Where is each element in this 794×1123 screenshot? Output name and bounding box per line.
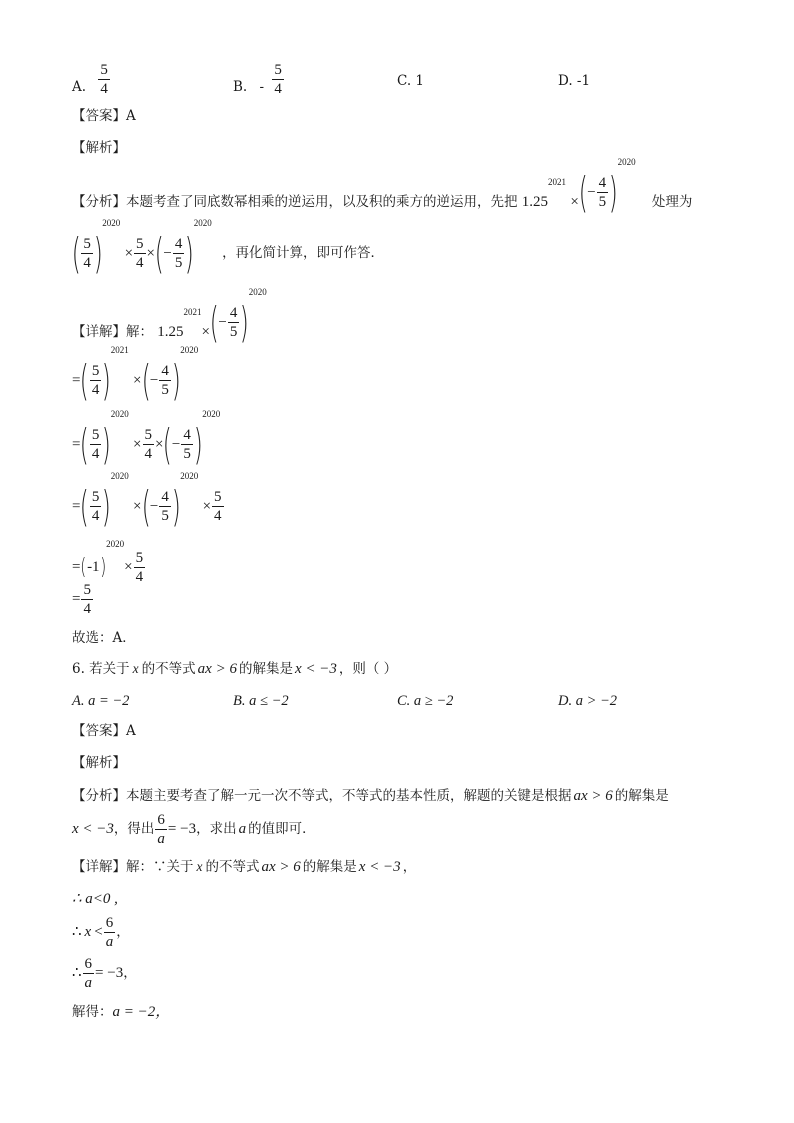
- paren-right: ): [102, 420, 112, 469]
- q5-step3: [72, 471, 225, 531]
- q6-fenxi-text: 本题主要考查了解一元一次不等式，不等式的基本性质，解题的关键是根据: [126, 788, 572, 804]
- paren-left: (: [141, 482, 151, 531]
- q6-comma: ，: [402, 859, 417, 875]
- q5-option-b-num: 5: [274, 62, 282, 78]
- q5-option-d: D. -1: [558, 73, 591, 89]
- group: [141, 482, 181, 531]
- q6-xiangjie-line: [72, 860, 416, 875]
- paren-right: ): [102, 482, 112, 531]
- frac-num: 6: [84, 956, 93, 972]
- q5-fenxi-line1: [72, 157, 693, 217]
- frac-num: 5: [214, 489, 222, 506]
- frac-den: 5: [598, 193, 607, 210]
- fraction-4-5: [181, 427, 193, 462]
- equals: =: [72, 591, 81, 607]
- q6-answer: [72, 725, 136, 739]
- q6-stem-mid2: 的解集是: [238, 661, 293, 677]
- q5-step5: [72, 582, 94, 617]
- fraction-4-5: [173, 236, 185, 271]
- fraction-6-a: [104, 915, 116, 950]
- q5-option-a: [72, 62, 111, 97]
- q6-option-a: A. a = −2: [72, 693, 130, 709]
- minus-sign: −: [218, 314, 227, 331]
- paren-left: (: [80, 482, 90, 531]
- q5-fenxi-l2-group2: [154, 229, 195, 278]
- q6-ineq-x: x < −3: [358, 859, 401, 875]
- frac-num: 6: [105, 915, 114, 931]
- q6-fenxi-line2: [72, 812, 316, 847]
- frac-den: 5: [183, 445, 191, 462]
- frac-num: 4: [174, 236, 183, 253]
- paren-right: ): [93, 229, 103, 278]
- frac-num: 4: [183, 427, 191, 444]
- exp-2020: 2020: [193, 218, 212, 228]
- frac-den: 5: [161, 507, 169, 524]
- q5-answer-label: 【答案】: [72, 108, 126, 124]
- q5-base: [157, 307, 202, 341]
- frac-den: a: [84, 974, 93, 991]
- q6-ineq-ax: ax > 6: [197, 661, 237, 677]
- group: [80, 356, 112, 405]
- frac-den: 4: [91, 507, 100, 524]
- frac-num: 5: [83, 236, 91, 253]
- frac-den: 4: [136, 254, 144, 271]
- times: ×: [146, 245, 156, 262]
- frac-den: 4: [91, 445, 100, 462]
- q5-minus-one-group: [80, 554, 106, 580]
- paren-left: (: [209, 298, 219, 347]
- q6-eq-neg3: = −3: [167, 821, 197, 837]
- fraction-5-4: [90, 363, 102, 398]
- fraction-5-4: [134, 236, 146, 271]
- paren-left: (: [154, 229, 164, 278]
- times: ×: [133, 372, 142, 389]
- frac-num: 4: [161, 363, 169, 380]
- q6-stem-mid: 的不等式: [205, 859, 260, 875]
- group: [80, 420, 112, 469]
- fraction-5-4: [81, 582, 93, 617]
- frac-num: 5: [83, 582, 91, 598]
- q5-option-b-fraction: [272, 62, 284, 97]
- group: [163, 420, 203, 469]
- q6-answer-label: 【答案】: [72, 723, 126, 739]
- fraction-4-5: [228, 305, 240, 340]
- q6-step1: ∴ a<0 ,: [72, 891, 118, 907]
- q6-step2: [72, 915, 130, 950]
- paren-right: ): [185, 229, 195, 278]
- exp-2020: 2020: [248, 287, 267, 297]
- q6-fenxi-l2a: ，得出: [113, 821, 155, 837]
- q5-option-b-sign: -: [259, 79, 265, 95]
- paren-left: (: [80, 420, 90, 469]
- fraction-5-4: [134, 550, 146, 585]
- fraction-5-4: [212, 489, 224, 524]
- paren-left: (: [80, 554, 87, 580]
- minus-sign: −: [587, 184, 596, 201]
- q5-option-a-den: 4: [100, 80, 108, 97]
- q6-var-a: a: [238, 821, 247, 837]
- q6-fenxi-line1: [72, 789, 669, 804]
- frac-den: 4: [83, 254, 91, 271]
- fraction-4-5: [159, 489, 171, 524]
- q5-fenxi-exp2020: 2020: [617, 157, 636, 167]
- q5-times: ×: [570, 194, 579, 211]
- q5-option-b: [233, 62, 285, 97]
- q5-fenxi-base: [521, 177, 567, 211]
- q6-jiede-val: a = −2，: [112, 1004, 171, 1020]
- q5-fenxi-l2-group1: [71, 229, 103, 278]
- frac-num: 5: [91, 427, 100, 444]
- paren-left: (: [141, 356, 151, 405]
- base-num: 1.25: [157, 324, 184, 341]
- q6-answer-value: A: [126, 723, 136, 739]
- paren-right: ): [240, 298, 250, 347]
- q5-option-c: C. 1: [397, 73, 425, 89]
- frac-num: 5: [135, 550, 144, 566]
- frac-den: 4: [91, 381, 100, 398]
- equals: =: [72, 372, 81, 389]
- q6-option-b: B. a ≤ −2: [233, 693, 289, 709]
- paren-left: (: [163, 420, 173, 469]
- q6-fenxi-text-end: 的解集是: [614, 788, 669, 804]
- minus-sign: −: [171, 436, 181, 453]
- q5-fenxi-text2: 处理为: [651, 194, 693, 211]
- q5-fenxi-exp2021: 2021: [548, 177, 567, 187]
- q6-ineq-ax: ax > 6: [261, 859, 301, 875]
- q5-option-b-letter: B.: [233, 79, 248, 95]
- frac-den: 4: [135, 568, 144, 585]
- paren-left: (: [80, 356, 90, 405]
- q5-step2: [72, 409, 221, 469]
- paren-right: ): [608, 168, 618, 217]
- q5-conclusion: 故选：A．: [72, 630, 136, 646]
- comma: ，: [123, 965, 137, 981]
- exp-2020: 2020: [180, 471, 199, 481]
- frac-num: 4: [229, 305, 238, 322]
- frac-num: 5: [144, 427, 153, 444]
- q5-option-a-letter: A.: [72, 79, 87, 95]
- q6-stem-prefix: 6. 若关于: [72, 661, 130, 677]
- exp-2020: 2020: [180, 345, 199, 355]
- frac-den: 5: [229, 323, 238, 340]
- equals: =: [72, 498, 81, 515]
- comma: ，: [116, 924, 130, 940]
- q5-fenxi-text: 本题考查了同底数幂相乘的逆运用，以及积的乘方的逆运用，先把: [126, 194, 518, 211]
- paren-left: (: [71, 229, 81, 278]
- q5-option-a-fraction: [98, 62, 110, 97]
- fraction-6-a: [83, 956, 95, 991]
- frac-den: 4: [83, 600, 91, 617]
- equals: =: [72, 436, 81, 453]
- times: ×: [155, 436, 164, 453]
- times: ×: [124, 559, 133, 575]
- q6-eq-neg3: = −3: [95, 965, 124, 981]
- q6-ineq-x: x < −3: [294, 661, 337, 677]
- q5-xiangjie-line: [72, 287, 267, 347]
- paren-left: (: [578, 168, 588, 217]
- q6-stem-mid2: 的解集是: [302, 859, 357, 875]
- frac-den: 4: [214, 507, 222, 524]
- q5-step1: [72, 345, 199, 405]
- exp-2021: 2021: [110, 345, 129, 355]
- frac-num: 4: [161, 489, 169, 506]
- q5-xj-paren-group: [209, 298, 250, 347]
- times: ×: [202, 498, 212, 515]
- paren-right: ): [193, 420, 203, 469]
- group: [141, 356, 181, 405]
- q6-solution: [72, 1005, 170, 1020]
- q6-stem-suffix: ，则（ ）: [338, 661, 398, 677]
- q6-var-x: x: [196, 859, 203, 874]
- minus-one: -1: [87, 559, 100, 575]
- q5-fenxi-text3: ，再化简计算，即可作答．: [222, 245, 385, 262]
- times: ×: [201, 324, 211, 341]
- q5-jie: 解：: [126, 324, 153, 341]
- q6-option-d: D. a > −2: [558, 693, 618, 709]
- q6-fenxi-l2b: ，求出: [196, 821, 237, 837]
- q6-jiede: 解得：: [72, 1004, 113, 1020]
- frac-den: 4: [144, 445, 153, 462]
- fraction-5-4: [143, 427, 155, 462]
- times: ×: [133, 498, 142, 515]
- q6-fenxi-l2c: 的值即可．: [248, 821, 316, 837]
- exp-2021: 2021: [183, 307, 202, 317]
- frac-den: 5: [174, 254, 183, 271]
- exp-2020: 2020: [110, 409, 129, 419]
- q5-fenxi-label: 【分析】: [72, 194, 126, 211]
- q6-stem: [72, 662, 397, 677]
- q5-fenxi-paren-group: [578, 168, 618, 217]
- q6-fenxi-ineq: ax > 6: [573, 788, 613, 804]
- frac-num: 5: [91, 363, 100, 380]
- paren-right: ): [171, 482, 181, 531]
- q6-xiangjie-label: 【详解】: [72, 859, 126, 875]
- fraction-4-5: [597, 175, 609, 210]
- exp-2020: 2020: [106, 539, 125, 549]
- frac-den: 5: [161, 381, 169, 398]
- frac-num: 5: [91, 489, 100, 506]
- fraction-5-4: [90, 427, 102, 462]
- q6-analysis-label: 【解析】: [72, 755, 126, 771]
- exp-2020: 2020: [202, 409, 221, 419]
- group: [80, 482, 112, 531]
- q5-answer-value: A: [126, 108, 136, 124]
- q6-fenxi-label: 【分析】: [72, 788, 126, 804]
- times: ×: [124, 245, 134, 262]
- paren-right: ): [102, 356, 112, 405]
- q5-option-a-num: 5: [100, 62, 108, 78]
- frac-den: a: [105, 933, 114, 950]
- frac-num: 6: [157, 812, 165, 828]
- minus-sign: −: [149, 372, 159, 389]
- q6-var-x: x: [84, 924, 92, 940]
- q5-answer: [72, 110, 136, 124]
- frac-num: 5: [136, 236, 144, 253]
- equals: =: [72, 559, 81, 575]
- q6-var-x: x: [132, 661, 139, 676]
- frac-num: 4: [598, 175, 607, 192]
- times: ×: [133, 436, 142, 453]
- fraction-6-a: [155, 812, 167, 847]
- q6-fenxi-ineq-x: x < −3: [72, 821, 114, 837]
- exp-2020: 2020: [110, 471, 129, 481]
- q5-fenxi-line2: [71, 218, 385, 278]
- q5-fenxi-base-num: 1.25: [521, 194, 549, 211]
- q5-analysis-label: 【解析】: [72, 140, 126, 156]
- q6-step3: [72, 956, 137, 991]
- paren-right: ): [99, 554, 106, 580]
- therefore-sign: ∴: [72, 965, 82, 981]
- q5-option-b-den: 4: [274, 80, 282, 97]
- fraction-5-4: [81, 236, 93, 271]
- fraction-5-4: [90, 489, 102, 524]
- q5-xiangjie-label: 【详解】: [72, 324, 126, 341]
- frac-den: a: [157, 830, 165, 847]
- minus-sign: −: [163, 245, 172, 262]
- q6-stem-mid: 的不等式: [141, 661, 196, 677]
- q6-option-c: C. a ≥ −2: [397, 693, 454, 709]
- q6-jie-because: 解：∵关于: [126, 859, 194, 875]
- therefore-sign: ∴: [72, 924, 82, 940]
- q5-step4: [72, 539, 146, 585]
- less-than: <: [94, 924, 103, 940]
- paren-right: ): [171, 356, 181, 405]
- fraction-4-5: [159, 363, 171, 398]
- exp-2020: 2020: [102, 218, 121, 228]
- minus-sign: −: [149, 498, 159, 515]
